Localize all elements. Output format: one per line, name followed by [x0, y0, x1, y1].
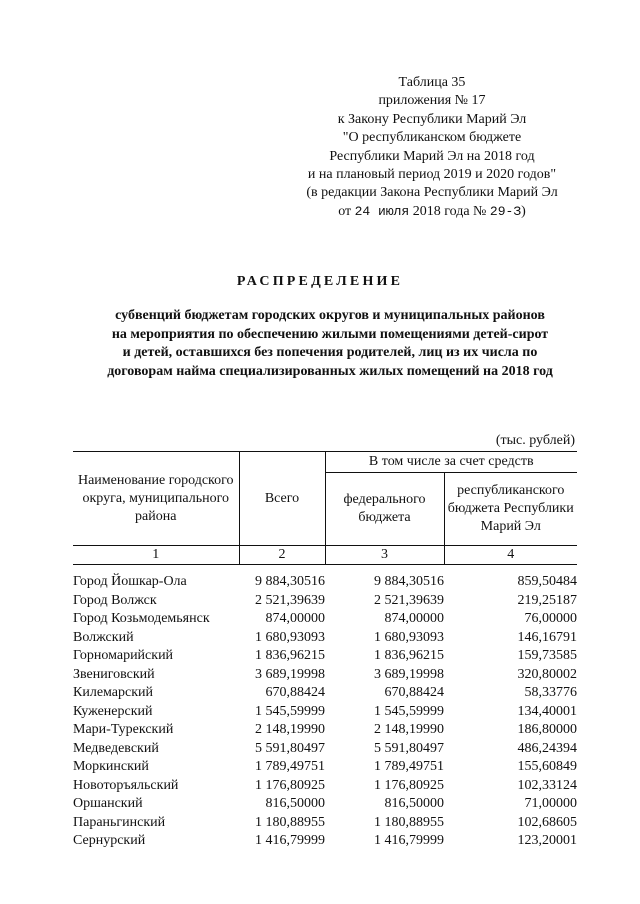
table-spacer	[73, 565, 577, 574]
row-federal: 5 591,80497	[374, 740, 444, 756]
row-name: Медведевский	[73, 740, 159, 756]
row-republic: 320,80002	[517, 666, 578, 682]
row-total: 1 680,93093	[255, 629, 325, 645]
row-federal: 816,50000	[384, 796, 444, 811]
row-republic: 102,68605	[517, 814, 578, 830]
row-total: 1 416,79999	[255, 833, 325, 848]
table-row	[73, 573, 577, 592]
table-row	[73, 832, 577, 851]
row-federal: 2 148,19990	[374, 722, 444, 737]
row-republic: 58,33776	[524, 685, 578, 700]
row-name: Город Йошкар-Ола	[73, 574, 187, 589]
table-row	[73, 758, 577, 777]
row-republic: 859,50484	[517, 574, 578, 589]
column-header-name: Наименование городского округа, муниципального района	[73, 452, 239, 546]
row-total: 2 521,39639	[255, 592, 325, 608]
subtitle-line: на мероприятия по обеспечению жилыми помещениями детей-сирот	[111, 326, 549, 342]
row-federal: 1 180,88955	[374, 814, 444, 830]
law-number: 29-З	[489, 203, 522, 219]
row-republic: 146,16791	[517, 629, 578, 645]
row-name: Моркинский	[73, 759, 149, 774]
row-federal: 9 884,30516	[374, 574, 444, 589]
row-total: 670,88424	[265, 685, 325, 700]
row-federal: 2 521,39639	[374, 592, 444, 608]
table-row	[73, 703, 577, 722]
row-name: Сернурский	[73, 833, 146, 848]
row-republic: 159,73585	[517, 648, 578, 663]
column-number: 1	[73, 546, 239, 565]
header-line: (в редакции Закона Республики Марий Эл	[306, 185, 558, 201]
row-republic: 219,25187	[517, 592, 578, 608]
row-name: Оршанский	[73, 796, 143, 811]
row-federal: 1 789,49751	[374, 759, 444, 774]
header-line: Таблица 35	[398, 75, 466, 90]
row-name: Горномарийский	[73, 648, 174, 663]
row-name: Город Волжск	[73, 592, 157, 608]
table-row	[73, 795, 577, 814]
table-row	[73, 721, 577, 740]
row-republic: 71,00000	[524, 796, 578, 811]
row-republic: 155,60849	[517, 759, 578, 774]
date-day-month: 24 июля	[354, 203, 410, 219]
date-year: 2018 года №	[412, 203, 487, 219]
row-name: Параньгинский	[73, 814, 166, 830]
subtitle-line: договорам найма специализированных жилых помещений на 2018 год	[107, 363, 553, 379]
column-header-federal: федерального бюджета	[325, 473, 444, 546]
document-header	[282, 74, 582, 221]
table-row	[73, 592, 577, 611]
row-name: Новоторъяльский	[73, 777, 179, 793]
column-header-total: Всего	[239, 452, 325, 546]
column-header-including: В том числе за счет средств	[325, 452, 577, 473]
column-number: 4	[444, 546, 577, 565]
row-total: 2 148,19990	[255, 722, 325, 737]
table-row	[73, 629, 577, 648]
row-name: Звениговский	[73, 666, 155, 682]
row-name: Мари-Турекский	[73, 722, 174, 737]
row-total: 1 836,96215	[255, 648, 325, 663]
table-row	[73, 610, 577, 629]
row-federal: 670,88424	[384, 685, 444, 700]
row-total: 1 545,59999	[255, 703, 325, 719]
row-federal: 1 836,96215	[374, 648, 444, 663]
row-total: 1 789,49751	[255, 759, 325, 774]
row-federal: 874,00000	[384, 611, 444, 626]
distribution-table	[73, 451, 577, 851]
row-federal: 1 176,80925	[374, 777, 444, 793]
row-name: Город Козьмодемьянск	[73, 611, 210, 626]
row-total: 1 180,88955	[255, 814, 325, 830]
row-total: 9 884,30516	[255, 574, 325, 589]
table-row	[73, 814, 577, 833]
table-row	[73, 740, 577, 759]
header-line: приложения № 17	[378, 93, 486, 109]
column-header-republic: республиканского бюджета Республики Марий Эл	[444, 473, 577, 546]
header-line: "О республиканском бюджете	[342, 130, 522, 146]
units-label: (тыс. рублей)	[495, 433, 575, 448]
row-republic: 186,80000	[517, 722, 578, 737]
row-total: 3 689,19998	[255, 666, 325, 682]
row-name: Килемарский	[73, 685, 154, 700]
close-paren: )	[521, 203, 526, 219]
document-title: РАСПРЕДЕЛЕНИЕ	[236, 274, 404, 289]
column-number: 3	[325, 546, 444, 565]
column-number: 2	[239, 546, 325, 565]
row-republic: 134,40001	[517, 703, 578, 719]
row-name: Волжский	[73, 629, 134, 645]
row-total: 816,50000	[265, 796, 325, 811]
row-republic: 123,20001	[517, 833, 578, 848]
row-federal: 1 545,59999	[374, 703, 444, 719]
row-federal: 3 689,19998	[374, 666, 444, 682]
date-prefix: от	[338, 203, 352, 219]
row-federal: 1 416,79999	[374, 833, 444, 848]
table-row	[73, 647, 577, 666]
subtitle-line: и детей, оставшихся без попечения родителей, лиц из их числа по	[122, 345, 538, 360]
row-republic: 102,33124	[517, 777, 578, 793]
row-total: 874,00000	[265, 611, 325, 626]
row-federal: 1 680,93093	[374, 629, 444, 645]
table-row	[73, 777, 577, 796]
header-line: и на плановый период 2019 и 2020 годов"	[307, 167, 557, 183]
document-subtitle	[60, 307, 600, 381]
row-total: 1 176,80925	[255, 777, 325, 793]
row-total: 5 591,80497	[255, 740, 325, 756]
row-republic: 486,24394	[517, 740, 578, 756]
row-name: Куженерский	[73, 703, 153, 719]
header-line: Республики Марий Эл на 2018 год	[329, 148, 535, 164]
row-republic: 76,00000	[524, 611, 578, 626]
table-row	[73, 684, 577, 703]
table-row	[73, 666, 577, 685]
header-line: к Закону Республики Марий Эл	[337, 111, 527, 127]
subtitle-line: субвенций бюджетам городских округов и муниципальных районов	[115, 308, 545, 323]
header-date-line	[282, 203, 582, 221]
